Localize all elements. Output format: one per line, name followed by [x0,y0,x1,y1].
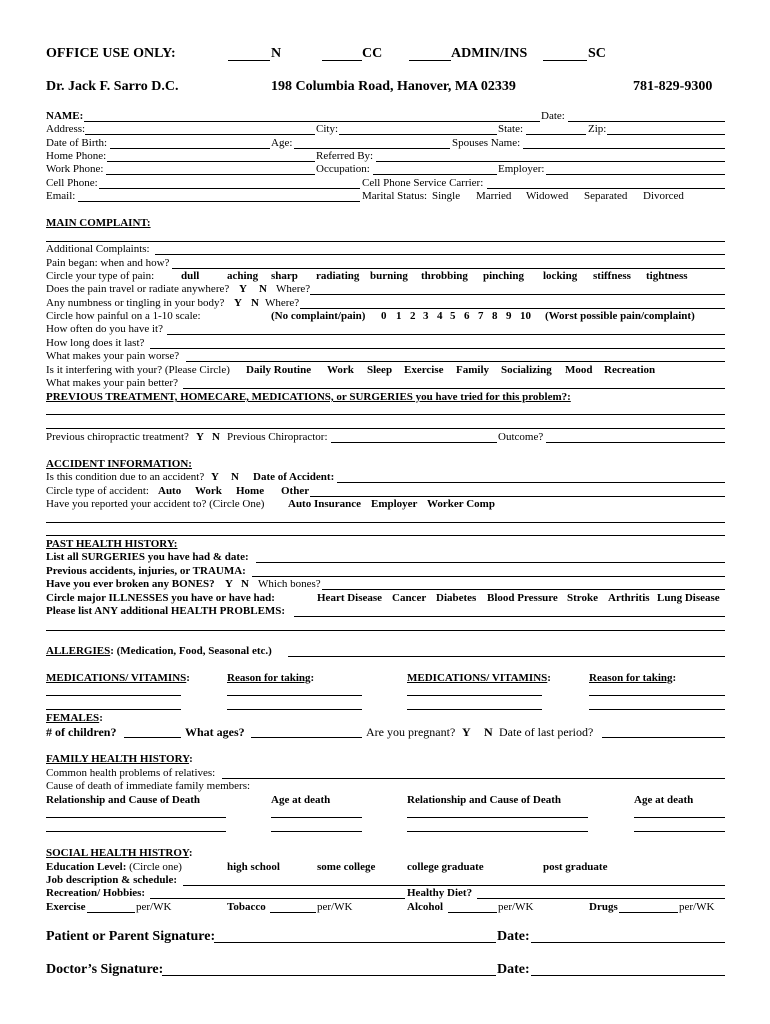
additional-complaints-field[interactable] [155,254,725,255]
numbness-no[interactable]: N [251,297,259,309]
cause-of-death-label: Cause of death of immediate family members: [46,780,251,792]
interfering-label: Is it interfering with your? (Please Circle) [46,364,230,376]
office-code-cc: CC [362,46,383,61]
referred-label: Referred By: [316,150,374,162]
trauma-field[interactable] [252,576,725,577]
doctor-signature-field[interactable] [162,975,496,976]
email-field[interactable] [78,201,360,202]
reported-auto-insurance[interactable]: Auto Insurance [288,498,362,510]
additional-problems-field-2[interactable] [46,630,725,631]
age-field[interactable] [294,148,450,149]
diet-label: Healthy Diet? [407,887,473,899]
education-high-school[interactable]: high school [227,861,280,873]
allergies-label [46,645,272,657]
trauma-label: Previous accidents, injuries, or TRAUMA: [46,565,246,577]
accident-no[interactable]: N [231,471,239,483]
address-label: Address: [46,123,86,135]
social-title: SOCIAL HEALTH HISTROY [46,847,189,859]
pain-type-aching[interactable]: aching [227,270,259,282]
children-label: # of children? [46,725,117,739]
which-bones-label: Which bones? [258,578,321,590]
numbness-where-label: Where? [265,297,300,309]
outcome-field[interactable] [546,442,725,443]
diet-field[interactable] [477,898,725,899]
reported-worker-comp[interactable]: Worker Comp [427,498,495,510]
previous-treatment-field-2[interactable] [46,428,725,429]
activity-sleep[interactable]: Sleep [367,364,393,376]
office-n-blank[interactable] [228,60,270,61]
activity-mood[interactable]: Mood [565,364,593,376]
pain-type-label: Circle your type of pain: [46,270,155,282]
ages-field[interactable] [251,737,362,738]
tobacco-field[interactable] [270,912,316,913]
better-label: What makes your pain better? [46,377,178,389]
patient-signature-field[interactable] [214,942,496,943]
doctor-name: Dr. Jack F. Sarro D.C. [46,79,179,94]
dob-label: Date of Birth: [46,137,108,149]
worse-field[interactable] [186,361,725,362]
patient-signature-date-field[interactable] [531,942,725,943]
alcohol-field[interactable] [448,912,497,913]
past-health-heading: PAST HEALTH HISTORY: [46,538,178,550]
relationship-field-2b[interactable] [407,831,588,832]
which-bones-field[interactable] [322,589,725,590]
hobbies-field[interactable] [150,898,405,899]
pain-type-burning[interactable]: burning [370,270,408,282]
spouse-label: Spouses Name: [452,137,521,149]
illness-lung-disease[interactable]: Lung Disease [657,592,720,604]
illnesses-label: Circle major ILLNESSES you have or have had: [46,592,275,604]
patient-signature-date-label: Date: [497,929,530,944]
reason-label-2: Reason for taking: [589,672,677,684]
age-label: Age: [271,137,293,149]
med-field-1a[interactable] [46,695,181,696]
pain-scale-high: (Worst possible pain/complaint) [545,310,695,322]
previous-treatment-field-1[interactable] [46,414,725,415]
radiate-label: Does the pain travel or radiate anywhere? [46,283,230,295]
bones-yes[interactable]: Y [225,578,233,590]
accident-type-label: Circle type of accident: [46,485,149,497]
dob-field[interactable] [110,148,270,149]
drugs-unit: per/WK [679,901,715,913]
activity-family[interactable]: Family [456,364,489,376]
office-use-label: OFFICE USE ONLY: [46,46,176,61]
exercise-label: Exercise [46,901,86,913]
med-field-2b[interactable] [407,709,542,710]
clinic-phone: 781-829-9300 [633,79,713,94]
clinic-address: 198 Columbia Road, Hanover, MA 02339 [271,79,516,94]
pain-scale-1[interactable]: 1 [396,310,402,322]
accident-yes[interactable]: Y [211,471,219,483]
age-field-1a[interactable] [271,817,362,818]
office-code-n: N [271,46,282,61]
previous-treatment-heading: PREVIOUS TREATMENT, HOMECARE, MEDICATIONS, or SURGERIES you have tried for this problem?: [46,391,571,403]
exercise-field[interactable] [87,912,135,913]
state-field[interactable] [526,134,586,135]
radiate-where-field[interactable] [310,294,725,295]
name-field[interactable] [84,121,540,122]
cell-phone-field[interactable] [99,188,360,189]
tobacco-label: Tobacco [227,901,266,913]
how-long-label: How long does it last? [46,337,145,349]
reason-label-1: Reason for taking: [227,672,315,684]
pain-scale-7[interactable]: 7 [478,310,484,322]
drugs-field[interactable] [619,912,678,913]
pain-type-tightness[interactable]: tightness [646,270,688,282]
accident-notes-field-1[interactable] [46,522,725,523]
allergies-title: ALLERGIES [46,645,111,657]
how-long-field[interactable] [150,348,725,349]
meds-label-2: MEDICATIONS/ VITAMINS: [407,672,551,684]
exercise-unit: per/WK [136,901,172,913]
family-title: FAMILY HEALTH HISTORY [46,753,190,765]
marital-widowed[interactable]: Widowed [526,190,569,202]
pain-scale-3[interactable]: 3 [423,310,429,322]
pregnant-label: Are you pregnant? [366,725,456,739]
main-complaint-field[interactable] [46,241,725,242]
pain-began-label: Pain began: when and how? [46,257,170,269]
city-label: City: [316,123,339,135]
doctor-signature-date-label: Date: [497,962,530,977]
better-field[interactable] [183,388,725,389]
reason-field-1b[interactable] [227,709,362,710]
children-field[interactable] [124,737,181,738]
job-field[interactable] [183,885,725,886]
illness-cancer[interactable]: Cancer [392,592,427,604]
accident-type-auto[interactable]: Auto [158,485,182,497]
pain-type-dull[interactable]: dull [181,270,200,282]
alcohol-unit: per/WK [498,901,534,913]
tobacco-unit: per/WK [317,901,353,913]
work-phone-field[interactable] [106,174,315,175]
doctor-signature-date-field[interactable] [531,975,725,976]
relationship-label-1: Relationship and Cause of Death [46,794,201,806]
allergies-subtitle: : (Medication, Food, Seasonal etc.) [110,645,272,657]
education-post-graduate[interactable]: post graduate [543,861,608,873]
prev-chiro-yes[interactable]: Y [196,431,204,443]
date-field[interactable] [568,121,725,122]
pain-type-radiating[interactable]: radiating [316,270,360,282]
relationship-field-2a[interactable] [407,817,588,818]
prev-chiro-no[interactable]: N [212,431,220,443]
home-phone-label: Home Phone: [46,150,107,162]
age-field-2b[interactable] [634,831,725,832]
marital-married[interactable]: Married [476,190,512,202]
meds-label-1: MEDICATIONS/ VITAMINS: [46,672,190,684]
pain-scale-2[interactable]: 2 [410,310,416,322]
pain-scale-0[interactable]: 0 [381,310,387,322]
city-field[interactable] [339,134,497,135]
common-problems-label: Common health problems of relatives: [46,767,216,779]
patient-signature-label: Patient or Parent Signature: [46,929,216,944]
prev-chiropractor-field[interactable] [331,442,497,443]
pain-scale-10[interactable]: 10 [520,310,531,322]
accident-date-field[interactable] [337,482,725,483]
illness-stroke[interactable]: Stroke [567,592,598,604]
reported-employer[interactable]: Employer [371,498,418,510]
med-field-2a[interactable] [407,695,542,696]
accident-other-field[interactable] [310,496,725,497]
illness-arthritis[interactable]: Arthritis [608,592,650,604]
surgeries-label: List all SURGERIES you have had & date: [46,551,249,563]
bones-label: Have you ever broken any BONES? [46,578,215,590]
accident-date-label: Date of Accident: [253,471,335,483]
females-heading: FEMALES: [46,712,103,724]
reason-field-2a[interactable] [589,695,725,696]
age-at-death-label-2: Age at death [634,794,694,806]
education-label [46,861,182,873]
pain-began-field[interactable] [172,268,725,269]
accident-notes-field-2[interactable] [46,535,725,536]
carrier-label: Cell Phone Service Carrier: [362,177,484,189]
relationship-label-2: Relationship and Cause of Death [407,794,562,806]
illness-diabetes[interactable]: Diabetes [436,592,477,604]
office-sc-blank[interactable] [543,60,587,61]
radiate-yes[interactable]: Y [239,283,247,295]
radiate-no[interactable]: N [259,283,267,295]
office-code-sc: SC [588,46,606,61]
job-label: Job description & schedule: [46,874,178,886]
pain-scale-5[interactable]: 5 [450,310,456,322]
age-field-1b[interactable] [271,831,362,832]
work-phone-label: Work Phone: [46,163,104,175]
address-field[interactable] [85,134,315,135]
pain-scale-low: (No complaint/pain) [271,310,366,322]
how-often-label: How often do you have it? [46,323,163,335]
age-at-death-label-1: Age at death [271,794,331,806]
office-code-admin: ADMIN/INS [451,46,528,61]
pain-scale-4[interactable]: 4 [437,310,443,322]
additional-problems-label: Please list ANY additional HEALTH PROBLEMS: [46,605,286,617]
name-label: NAME: [46,110,84,122]
doctor-signature-label: Doctor’s Signature: [46,962,164,977]
activity-recreation[interactable]: Recreation [604,364,656,376]
pain-scale-9[interactable]: 9 [506,310,512,322]
prev-chiropractor-label: Previous Chiropractor: [227,431,328,443]
age-field-2a[interactable] [634,817,725,818]
relationship-field-1a[interactable] [46,817,226,818]
activity-daily-routine[interactable]: Daily Routine [246,364,312,376]
drugs-label: Drugs [589,901,618,913]
accident-type-work[interactable]: Work [195,485,222,497]
med-field-1b[interactable] [46,709,181,710]
ages-label: What ages? [185,725,245,739]
alcohol-label: Alcohol [407,901,444,913]
numbness-where-field[interactable] [300,308,725,309]
meds-title-2: MEDICATIONS/ VITAMINS [407,672,548,684]
employer-label: Employer: [498,163,545,175]
reported-label: Have you reported your accident to? (Circle One) [46,498,265,510]
meds-title-1: MEDICATIONS/ VITAMINS [46,672,187,684]
education-some-college[interactable]: some college [317,861,376,873]
how-often-field[interactable] [167,334,725,335]
pain-scale-8[interactable]: 8 [492,310,498,322]
employer-field[interactable] [546,174,725,175]
family-heading: FAMILY HEALTH HISTORY: [46,753,193,765]
pregnant-no[interactable]: N [484,725,493,739]
activity-socializing[interactable]: Socializing [501,364,552,376]
pain-type-locking[interactable]: locking [543,270,578,282]
office-admin-blank[interactable] [409,60,451,61]
occupation-label: Occupation: [316,163,370,175]
social-heading: SOCIAL HEALTH HISTROY: [46,847,193,859]
spouse-field[interactable] [523,148,725,149]
main-complaint-heading: MAIN COMPLAINT: [46,217,151,229]
accident-type-other[interactable]: Other [281,485,310,497]
zip-field[interactable] [607,134,725,135]
cell-phone-label: Cell Phone: [46,177,98,189]
last-period-field[interactable] [602,737,725,738]
hobbies-label: Recreation/ Hobbies: [46,887,146,899]
activity-work[interactable]: Work [327,364,354,376]
illness-heart-disease[interactable]: Heart Disease [317,592,383,604]
surgeries-field[interactable] [256,562,725,563]
outcome-label: Outcome? [498,431,544,443]
zip-label: Zip: [588,123,607,135]
last-period-label: Date of last period? [499,725,594,739]
illness-blood-pressure[interactable]: Blood Pressure [487,592,558,604]
prev-chiro-question: Previous chiropractic treatment? [46,431,189,443]
accident-heading: ACCIDENT INFORMATION: [46,458,192,470]
allergies-field[interactable] [288,656,725,657]
numbness-yes[interactable]: Y [234,297,242,309]
relationship-field-1b[interactable] [46,831,226,832]
marital-label: Marital Status: [362,190,428,202]
marital-divorced[interactable]: Divorced [643,190,684,202]
education-title: Education Level: [46,861,127,873]
pain-type-throbbing[interactable]: throbbing [421,270,468,282]
females-title: FEMALES [46,712,100,724]
numbness-label: Any numbness or tingling in your body? [46,297,225,309]
pain-type-sharp[interactable]: sharp [271,270,298,282]
reason-title-2: Reason for taking [589,672,673,684]
home-phone-field[interactable] [107,161,315,162]
pain-scale-6[interactable]: 6 [464,310,470,322]
accident-type-home[interactable]: Home [236,485,265,497]
radiate-where-label: Where? [276,283,311,295]
additional-problems-field-1[interactable] [294,616,725,617]
referred-field[interactable] [376,161,725,162]
reason-field-2b[interactable] [589,709,725,710]
marital-separated[interactable]: Separated [584,190,628,202]
additional-complaints-label: Additional Complaints: [46,243,150,255]
education-college-graduate[interactable]: college graduate [407,861,484,873]
bones-no[interactable]: N [241,578,249,590]
pregnant-yes[interactable]: Y [462,725,471,739]
reason-field-1a[interactable] [227,695,362,696]
pain-scale-label: Circle how painful on a 1-10 scale: [46,310,201,322]
education-circle-one: (Circle one) [129,861,182,873]
marital-single[interactable]: Single [432,190,461,202]
occupation-field[interactable] [373,174,497,175]
reason-title-1: Reason for taking [227,672,311,684]
common-problems-field[interactable] [222,778,725,779]
pain-type-pinching[interactable]: pinching [483,270,524,282]
accident-question: Is this condition due to an accident? [46,471,205,483]
carrier-field[interactable] [487,188,725,189]
pain-type-stiffness[interactable]: stiffness [593,270,631,282]
activity-exercise[interactable]: Exercise [404,364,444,376]
email-label: Email: [46,190,76,202]
office-cc-blank[interactable] [322,60,362,61]
state-label: State: [498,123,524,135]
worse-label: What makes your pain worse? [46,350,180,362]
date-label: Date: [541,110,565,122]
